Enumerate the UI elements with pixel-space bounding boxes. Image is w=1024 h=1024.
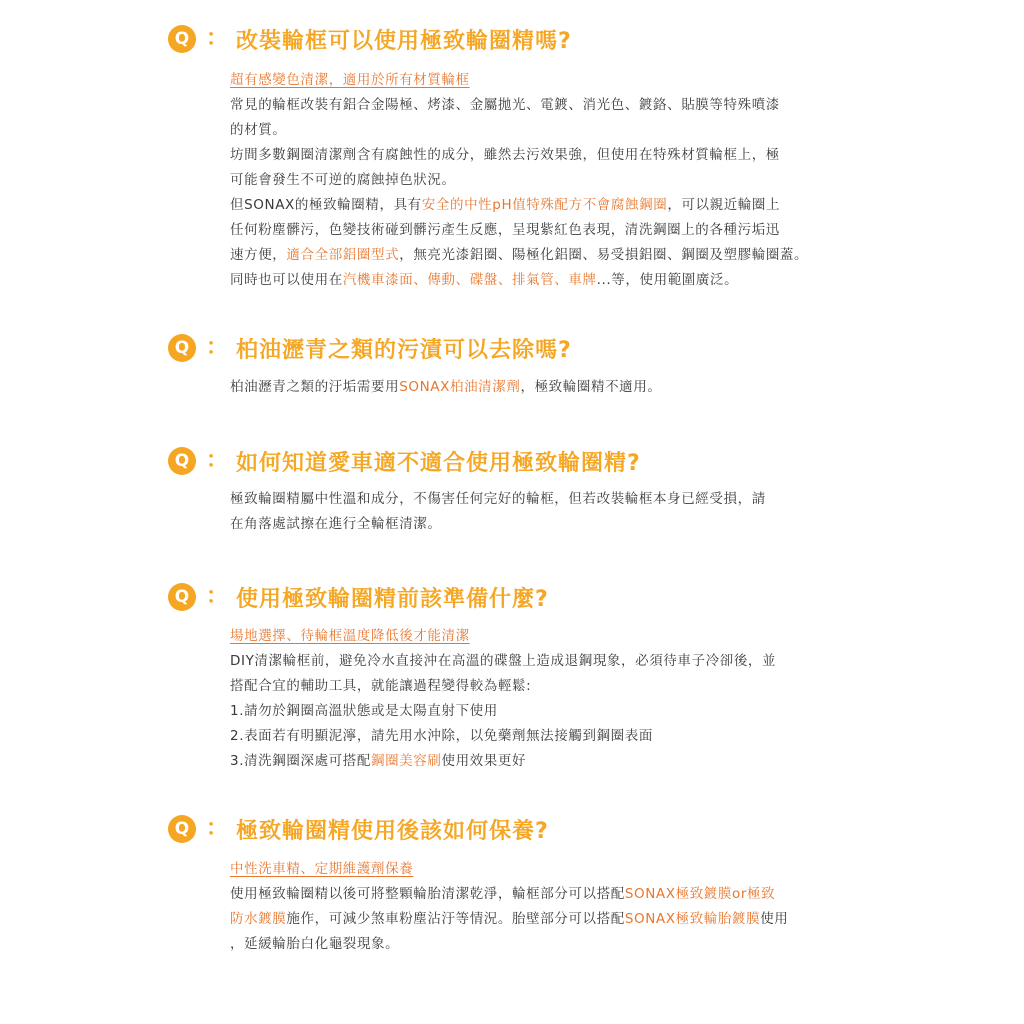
question-title: 極致輪圈精使用後該如何保養? [236,818,549,844]
q-badge-icon: Q [168,815,196,843]
answer-subhead: 超有感變色清潔，適用於所有材質輪框 [230,72,470,88]
answer-line: 可能會發生不可逆的腐蝕掉色狀況。 [230,172,456,188]
answer-line: 1.請勿於鋼圈高溫狀態或是太陽直射下使用 [230,703,498,719]
answer-line: 2.表面若有明顯泥濘，請先用水沖除，以免藥劑無法接觸到鋼圈表面 [230,728,653,744]
question-row [168,812,549,846]
answer-line: ，延緩輪胎白化龜裂現象。 [230,936,400,952]
answer-line: 坊間多數鋼圈清潔劑含有腐蝕性的成分，雖然去污效果強，但使用在特殊材質輪框上，極 [230,147,780,163]
answer-line: 極致輪圈精屬中性溫和成分，不傷害任何完好的輪框，但若改裝輪框本身已經受損，請 [230,491,766,507]
question-title: 如何知道愛車適不適合使用極致輪圈精? [236,450,641,476]
answer-body [230,375,910,400]
answer-line: 搭配合宜的輔助工具，就能讓過程變得較為輕鬆: [230,678,532,694]
answer-line: 常見的輪框改裝有鋁合金陽極、烤漆、金屬拋光、電鍍、消光色、鍍鉻、貼膜等特殊噴漆 [230,97,780,113]
q-colon: ： [206,448,229,473]
answer-line: 在角落處試擦在進行全輪框清潔。 [230,516,442,532]
answer-line: 同時也可以使用在汽機車漆面、傳動、碟盤、排氣管、車牌...等，使用範圍廣泛。 [230,272,739,288]
answer-subhead: 中性洗車精、定期維護劑保養 [230,861,414,877]
q-colon: ： [206,335,229,360]
highlight-text: SONAX極致鍍膜or極致 [624,886,776,902]
highlight-text: 適合全部鋁圈型式 [286,247,400,263]
question-row [168,580,549,614]
answer-line: 任何粉塵髒污，色變技術碰到髒污產生反應，呈現紫紅色表現，清洗鋼圈上的各種污垢迅 [230,222,780,238]
q-colon: ： [206,26,229,51]
question-row [168,444,641,478]
answer-subhead: 場地選擇、待輪框溫度降低後才能清潔 [230,628,470,644]
answer-body [230,624,910,774]
q-badge-icon: Q [168,447,196,475]
question-title: 柏油瀝青之類的污漬可以去除嗎? [236,337,572,363]
answer-body [230,857,910,957]
answer-body [230,487,910,537]
q-badge-icon: Q [168,583,196,611]
highlight-text: 鋼圈美容刷 [370,753,442,769]
q-badge-icon: Q [168,334,196,362]
highlight-text: 安全的中性pH值特殊配方不會腐蝕鋼圈 [421,197,668,213]
answer-line: 使用極致輪圈精以後可將整顆輪胎清潔乾淨，輪框部分可以搭配SONAX極致鍍膜or極致 [230,886,776,902]
answer-body [230,68,910,293]
answer-line: 防水鍍膜施作，可減少煞車粉塵沾汙等情況。胎壁部分可以搭配SONAX極致輪胎鍍膜使用 [230,911,789,927]
highlight-text: 汽機車漆面、傳動、碟盤、排氣管、車牌 [342,272,597,288]
highlight-text: SONAX極致輪胎鍍膜 [624,911,761,927]
q-colon: ： [206,816,229,841]
answer-line: 速方便，適合全部鋁圈型式，無亮光漆鋁圈、陽極化鋁圈、易受損鋁圈、鋼圈及塑膠輪圈蓋。 [230,247,809,263]
question-title: 改裝輪框可以使用極致輪圈精嗎? [236,28,572,54]
answer-line: 3.清洗鋼圈深處可搭配鋼圈美容刷使用效果更好 [230,753,527,769]
question-row [168,22,572,56]
question-title: 使用極致輪圈精前該準備什麼? [236,586,549,612]
answer-line: 柏油瀝青之類的汙垢需要用SONAX柏油清潔劑，極致輪圈精不適用。 [230,379,662,395]
answer-line: 的材質。 [230,122,287,138]
q-badge-icon: Q [168,25,196,53]
highlight-text: SONAX柏油清潔劑 [399,379,521,395]
q-colon: ： [206,584,229,609]
highlight-text: 防水鍍膜 [230,911,287,927]
answer-line: 但SONAX的極致輪圈精，具有安全的中性pH值特殊配方不會腐蝕鋼圈，可以親近輪圈上 [230,197,781,213]
question-row [168,331,572,365]
answer-line: DIY清潔輪框前，避免冷水直接沖在高溫的碟盤上造成退鋼現象，必須待車子冷卻後，並 [230,653,777,669]
